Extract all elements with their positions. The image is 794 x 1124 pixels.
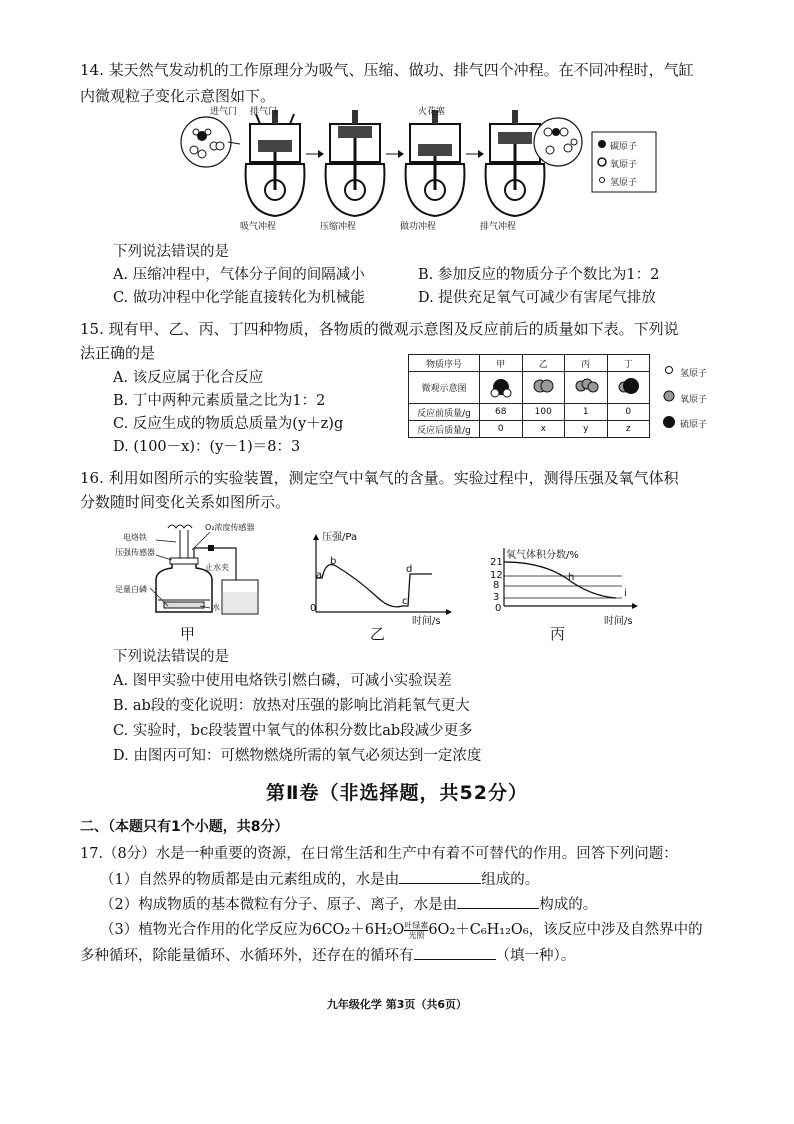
legend-carbon: 碳原子 xyxy=(610,142,638,152)
section2-title: 第Ⅱ卷（非选择题，共52分） xyxy=(266,782,528,804)
q14-option-b: B. 参加反应的物质分子个数比为1：2 xyxy=(418,267,660,283)
engine-3 xyxy=(406,110,465,216)
molecule-bing xyxy=(565,372,608,404)
stroke2-label: 压缩冲程 xyxy=(320,222,357,232)
tick-12: 12 xyxy=(490,570,503,581)
point-i: i xyxy=(624,588,627,599)
q15-stem-line2: 法正确的是 xyxy=(80,344,156,362)
q16-prompt: 下列说法错误的是 xyxy=(113,649,229,665)
q14-option-c: C. 做功冲程中化学能直接转化为机械能 xyxy=(113,290,365,306)
q16-option-d: D. 由图丙可知：可燃物燃烧所需的氧气必须达到一定浓度 xyxy=(113,748,482,764)
q17-stem: 17.（8分）水是一种重要的资源，在日常生活和生产中有着不可替代的作用。回答下列问题： xyxy=(80,846,678,862)
table-row-before: 反应前质量/g 68 100 1 0 xyxy=(409,404,650,421)
arrow-2 xyxy=(386,150,404,158)
q16-stem: 16. 利用如图所示的实验装置，测定空气中氧气的含量。实验过程中，测得压强及氧气体积 xyxy=(80,469,679,487)
q14-stem: 14. 某天然气发动机的工作原理分为吸气、压缩、做功、排气四个冲程。在不同冲程时，气缸 xyxy=(80,61,694,79)
stroke3-label: 做功冲程 xyxy=(400,222,437,232)
oxygen-ylabel: 氧气体积分数/% xyxy=(506,550,579,561)
tick-8: 8 xyxy=(493,580,500,591)
pressure-ylabel: 压强/Pa xyxy=(322,532,358,543)
answer-blank-1[interactable] xyxy=(399,869,481,884)
arrow-1 xyxy=(306,150,324,158)
oxygen-xlabel: 时间/s xyxy=(604,616,633,627)
tick-21: 21 xyxy=(490,557,503,568)
q15-option-d: D. (100－x)：(y－1)＝8：3 xyxy=(113,439,301,455)
q17-sub2: （2）构成物质的基本微粒有分子、原子、离子，水是由 构成的。 xyxy=(100,893,597,917)
pressure-sensor-label: 压强传感器 xyxy=(115,548,155,557)
answer-blank-2[interactable] xyxy=(457,894,539,909)
q14-stem-line1: 某天然气发动机的工作原理分为吸气、压缩、做功、排气四个冲程。在不同冲程时，气缸 xyxy=(108,61,694,79)
q15-option-c: C. 反应生成的物质总质量为(y＋z)g xyxy=(113,416,344,432)
stroke1-label: 吸气冲程 xyxy=(240,222,277,232)
legend-oxygen: 氧原子 xyxy=(610,160,638,170)
q16-option-a: A. 图甲实验中使用电烙铁引燃白磷，可减小实验误差 xyxy=(113,673,452,689)
point-a: a xyxy=(316,570,323,581)
molecule-ding xyxy=(607,372,650,404)
molecule-ding-icon xyxy=(613,373,643,399)
q14-option-a: A. 压缩冲程中，气体分子间的间隔减小 xyxy=(113,267,365,283)
exhaust-molecules-bubble xyxy=(534,118,582,166)
engine-4 xyxy=(486,110,545,216)
fig-label-bing: 丙 xyxy=(550,625,566,643)
phosphorus-label: 足量白磷 xyxy=(115,585,147,594)
intake-valve-label: 进气门 xyxy=(210,107,238,117)
table-header-row: 物质序号 甲 乙 丙 丁 xyxy=(409,355,650,372)
q16-option-b: B. ab段的变化说明：放热对压强的影响比消耗氧气更大 xyxy=(113,698,470,714)
point-d: d xyxy=(406,564,413,575)
page-footer: 九年级化学 第3页（共6页） xyxy=(326,998,468,1011)
stroke4-label: 排气冲程 xyxy=(480,222,517,232)
q17-sub3-line2: 多种循环，除能量循环、水循环外，还存在的循环有 （填一种）。 xyxy=(80,944,575,968)
pressure-xlabel: 时间/s xyxy=(412,616,441,627)
arrow-3 xyxy=(466,150,484,158)
molecule-jia-icon xyxy=(486,373,516,399)
q15-option-a: A. 该反应属于化合反应 xyxy=(113,370,264,386)
legend-sulfur-15: 硫原子 xyxy=(680,420,708,430)
tick-0: 0 xyxy=(495,603,502,614)
engine-2 xyxy=(326,110,385,216)
pressure-chart xyxy=(306,532,456,622)
legend-hydrogen: 氢原子 xyxy=(610,178,638,188)
molecule-yi-icon xyxy=(528,373,558,399)
molecule-jia xyxy=(480,372,523,404)
q16-option-c: C. 实验时，bc段装置中氧气的体积分数比ab段减少更多 xyxy=(113,723,473,739)
intake-molecules-bubble xyxy=(181,117,240,167)
q15-stem: 15. 现有甲、乙、丙、丁四种物质，各物质的微观示意图及反应前后的质量如下表。下列说 xyxy=(80,320,679,338)
point-b: b xyxy=(330,556,337,567)
o2-sensor-label: O₂浓度传感器 xyxy=(205,523,255,532)
heater-label: 电烙铁 xyxy=(123,533,147,542)
q14-option-d: D. 提供充足氧气可减少有害尾气排放 xyxy=(418,290,656,306)
water-label: 水 xyxy=(212,603,220,612)
pressure-origin: 0 xyxy=(310,603,317,614)
molecule-bing-icon xyxy=(571,373,601,399)
q15-option-b: B. 丁中两种元素质量之比为1：2 xyxy=(113,393,326,409)
fig-label-yi: 乙 xyxy=(370,625,386,643)
engine-1 xyxy=(246,110,305,216)
q17-sub1: （1）自然界的物质都是由元素组成的，水是由 组成的。 xyxy=(100,868,539,892)
reaction-condition: $\frac{\text{叶绿素}}{\text{光照}}$ xyxy=(404,920,429,940)
tick-3: 3 xyxy=(493,592,500,603)
spark-plug-label: 火花塞 xyxy=(418,107,446,117)
table-row-after: 反应后质量/g 0 x y z xyxy=(409,421,650,438)
q15-table xyxy=(408,354,650,438)
q14-prompt: 下列说法错误的是 xyxy=(113,244,229,260)
molecule-yi xyxy=(522,372,565,404)
point-c: c xyxy=(402,596,408,607)
part-heading: 二、（本题只有1个小题，共8分） xyxy=(80,819,289,835)
answer-blank-3[interactable] xyxy=(414,945,496,960)
clamp-label: 止水夹 xyxy=(205,563,229,572)
q16-stem-line2: 分数随时间变化关系如图所示。 xyxy=(80,493,291,511)
exhaust-valve-label: 排气门 xyxy=(250,107,278,117)
q17-sub3: （3）植物光合作用的化学反应为6CO₂＋6H₂O $\frac{\text{叶绿素}}{\text{光照}}6O_2+C_6H_{12}O_6$，该反应中涉及自然界中的 xyxy=(100,920,703,940)
legend-hydrogen-15: 氢原子 xyxy=(680,369,708,379)
fig-label-jia: 甲 xyxy=(180,625,196,643)
q15-legend-icons xyxy=(662,362,676,432)
q14-stem-line2: 内微观粒子变化示意图如下。 xyxy=(80,87,276,105)
table-row-micro: 微观示意图 xyxy=(409,372,650,404)
point-h: h xyxy=(568,572,575,583)
legend-oxygen-15: 氧原子 xyxy=(680,395,708,405)
